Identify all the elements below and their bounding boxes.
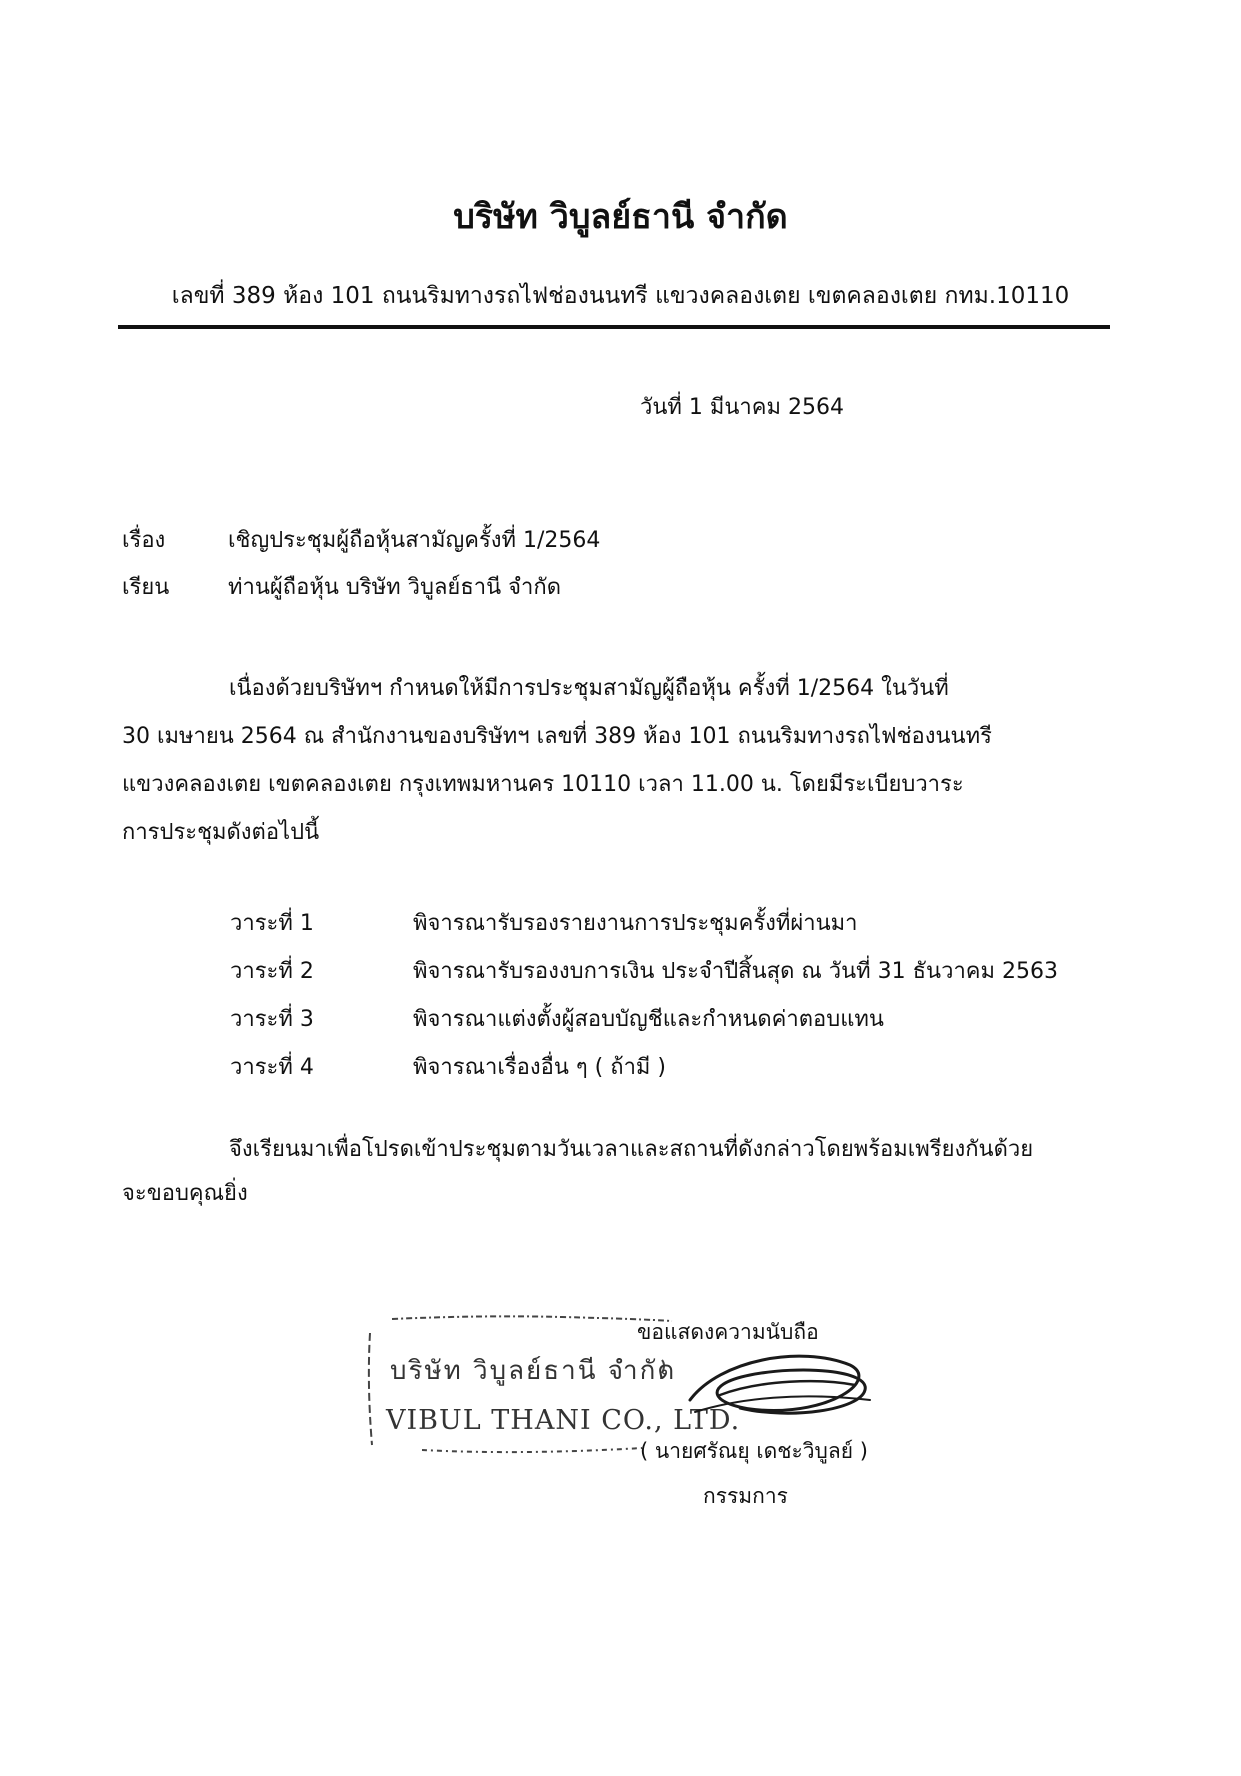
agenda-item — [230, 900, 1058, 948]
recipient-text: ท่านผู้ถือหุ้น บริษัท วิบูลย์ธานี จำกัด — [228, 575, 561, 600]
agenda-number: วาระที่ 4 — [230, 1055, 314, 1080]
subject-label: เรื่อง — [122, 528, 166, 553]
agenda-item — [230, 996, 1058, 1044]
letter-date: วันที่ 1 มีนาคม 2564 — [640, 395, 844, 420]
closing-line: จะขอบคุณยิ่ง — [122, 1181, 248, 1206]
company-name: บริษัท วิบูลย์ธานี จำกัด — [453, 197, 788, 237]
agenda-number: วาระที่ 1 — [230, 911, 314, 936]
stamp-thai-name: บริษัท วิบูลย์ธานี จำกัด — [390, 1356, 677, 1386]
stamp-english-name: VIBUL THANI CO., LTD. — [386, 1405, 741, 1436]
signer-name: ( นายศรัณยุ เดชะวิบูลย์ ) — [640, 1439, 868, 1463]
body-line: การประชุมดังต่อไปนี้ — [122, 820, 320, 845]
body-line: 30 เมษายน 2564 ณ สำนักงานของบริษัทฯ เลขที่ 389 ห้อง 101 ถนนริมทางรถไฟช่องนนทรี — [122, 724, 992, 749]
agenda-number: วาระที่ 3 — [230, 1007, 314, 1032]
regards-text: ขอแสดงความนับถือ — [637, 1320, 819, 1344]
closing-paragraph — [122, 1128, 1082, 1216]
body-line: แขวงคลองเตย เขตคลองเตย กรุงเทพมหานคร 10110 เวลา 11.00 น. โดยมีระเบียบวาระ — [122, 772, 964, 797]
agenda-text: พิจารณารับรองรายงานการประชุมครั้งที่ผ่านมา — [413, 911, 858, 936]
company-address: เลขที่ 389 ห้อง 101 ถนนริมทางรถไฟช่องนนทรี แขวงคลองเตย เขตคลองเตย กทม.10110 — [171, 283, 1070, 309]
header-divider — [118, 325, 1110, 329]
agenda-text: พิจารณาแต่งตั้งผู้สอบบัญชีและกำหนดค่าตอบแทน — [413, 1007, 884, 1032]
closing-line: จึงเรียนมาเพื่อโปรดเข้าประชุมตามวันเวลาและสถานที่ดังกล่าวโดยพร้อมเพรียงกันด้วย — [229, 1137, 1034, 1162]
body-paragraph — [122, 665, 1082, 857]
signature-icon — [680, 1340, 880, 1430]
body-line: เนื่องด้วยบริษัทฯ กำหนดให้มีการประชุมสามัญผู้ถือหุ้น ครั้งที่ 1/2564 ในวันที่ — [229, 676, 949, 701]
recipient-label: เรียน — [122, 575, 170, 600]
agenda-text: พิจารณารับรองงบการเงิน ประจำปีสิ้นสุด ณ วันที่ 31 ธันวาคม 2563 — [413, 959, 1059, 984]
agenda-number: วาระที่ 2 — [230, 959, 314, 984]
agenda-list — [230, 900, 1058, 1092]
agenda-item — [230, 1044, 1058, 1092]
agenda-text: พิจารณาเรื่องอื่น ๆ ( ถ้ามี ) — [413, 1055, 666, 1080]
subject-text: เชิญประชุมผู้ถือหุ้นสามัญครั้งที่ 1/2564 — [228, 528, 601, 553]
signer-title: กรรมการ — [703, 1484, 788, 1508]
agenda-item — [230, 948, 1058, 996]
